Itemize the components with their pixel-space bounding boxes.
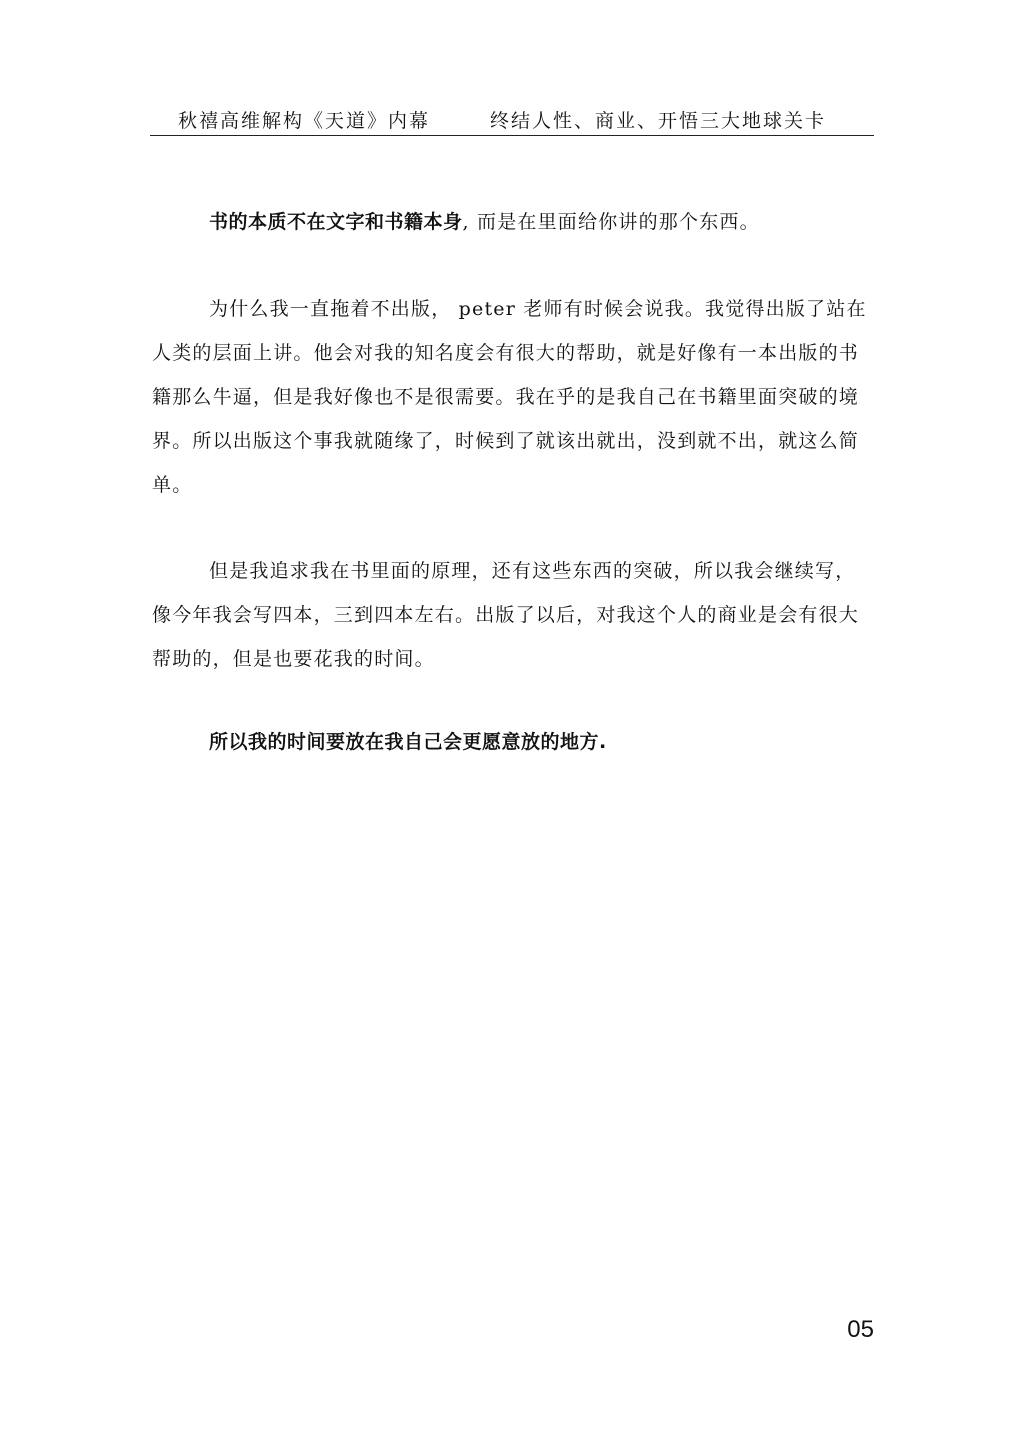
paragraph-1 [152, 200, 874, 244]
paragraph-3: 但是我追求我在书里面的原理，还有这些东西的突破，所以我会继续写，像今年我会写四本，三到四本左右。出版了以后，对我这个人的商业是会有很大帮助的，但是也要花我的时间。 [152, 560, 860, 670]
page-number: 05 [847, 1316, 874, 1343]
book-subtitle: 终结人性、商业、开悟三大地球关卡 [490, 110, 827, 132]
running-header [150, 100, 874, 136]
book-title: 秋禧高维解构《天道》内幕 [178, 110, 431, 132]
paragraph-4 [152, 720, 874, 764]
paragraph-1-text: , 而是在里面给你讲的那个东西。 [462, 211, 760, 233]
paragraph-4-bold: 所以我的时间要放在我自己会更愿意放的地方. [209, 731, 607, 753]
paragraph-1-bold: 书的本质不在文字和书籍本身 [209, 211, 463, 233]
paragraph-2: 为什么我一直拖着不出版， peter 老师有时候会说我。我觉得出版了站在人类的层面上讲。他会对我的知名度会有很大的帮助，就是好像有一本出版的书籍那么牛逼，但是我好像也不是很需要。我在乎的是我自己在书籍里面突破的境界。所以出版这个事我就随缘了，时候到了就该出就出，没到就不出，就这么简单。 [152, 298, 867, 496]
